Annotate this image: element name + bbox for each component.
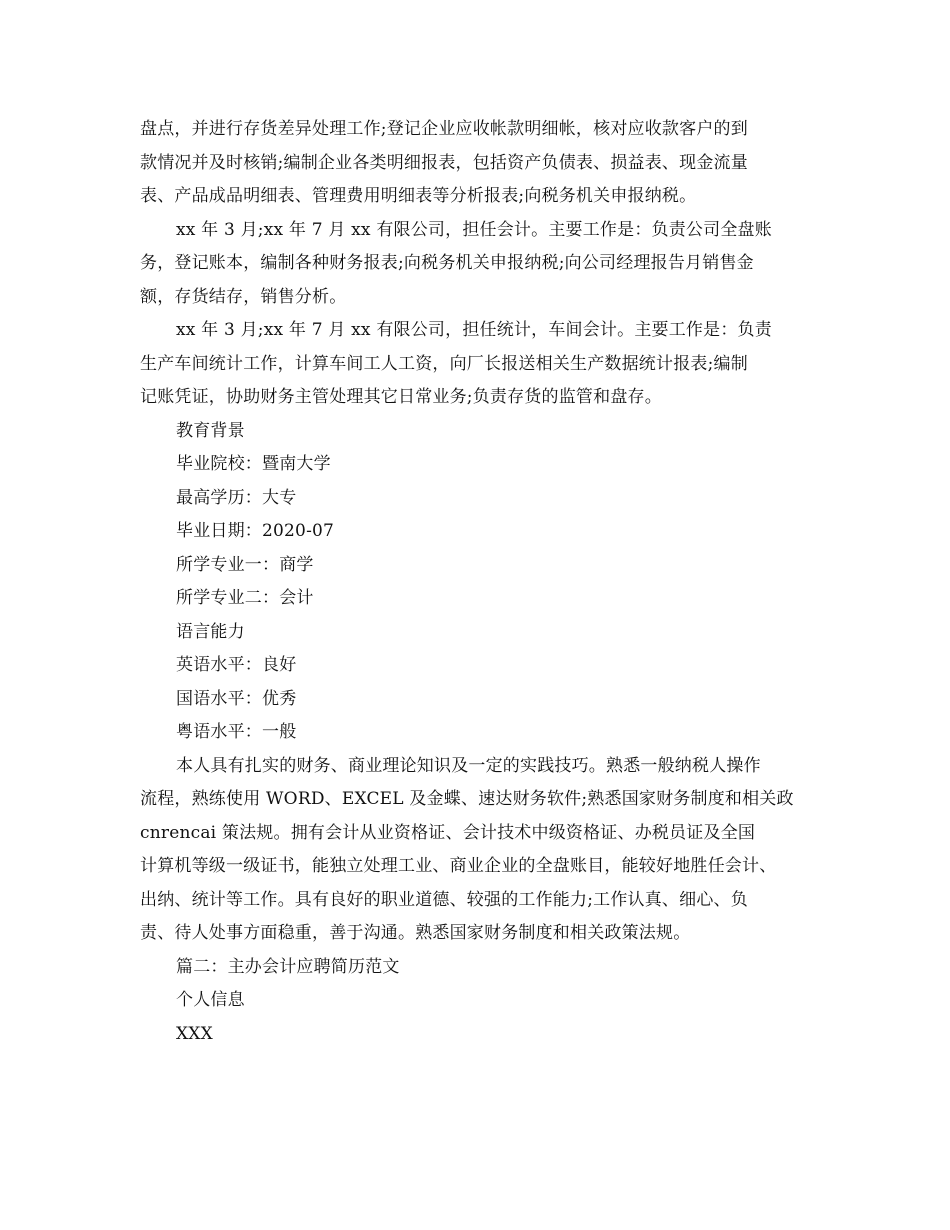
text-line: 流程，熟练使用 WORD、EXCEL 及金蝶、速达财务软件;熟悉国家财务制度和相关政 [140, 789, 794, 809]
text-line: 出纳、统计等工作。具有良好的职业道德、较强的工作能力;工作认真、细心、负 [140, 889, 748, 910]
major-two: 所学专业二：会计 [176, 588, 314, 608]
english-level: 英语水平：良好 [176, 655, 297, 675]
section-heading-language: 语言能力 [176, 621, 245, 642]
article-two-title: 篇二：主办会计应聘简历范文 [176, 956, 400, 977]
text-line: xx 年 3 月;xx 年 7 月 xx 有限公司，担任统计，车间会计。主要工作是：负责 [176, 320, 772, 340]
graduation-date: 毕业日期：2020-07 [176, 521, 335, 541]
highest-degree: 最高学历：大专 [176, 487, 297, 508]
cantonese-level: 粤语水平：一般 [176, 722, 297, 742]
text-line: 本人具有扎实的财务、商业理论知识及一定的实践技巧。熟悉一般纳税人操作 [176, 755, 761, 776]
text-line: 生产车间统计工作，计算车间工人工资，向厂长报送相关生产数据统计报表;编制 [140, 353, 748, 374]
text-line: 款情况并及时核销;编制企业各类明细报表，包括资产负债表、损益表、现金流量 [140, 152, 748, 173]
text-line: 务，登记账本，编制各种财务报表;向税务机关申报纳税;向公司经理报告月销售金 [140, 253, 754, 273]
text-line: xx 年 3 月;xx 年 7 月 xx 有限公司，担任会计。主要工作是：负责公司全盘账 [176, 219, 772, 240]
document-body [140, 113, 815, 1051]
text-line: 责、待人处事方面稳重，善于沟通。熟悉国家财务制度和相关政策法规。 [140, 923, 691, 943]
text-line: cnrencai 策法规。拥有会计从业资格证、会计技术中级资格证、办税员证及全国 [140, 822, 756, 843]
mandarin-level: 国语水平：优秀 [176, 688, 297, 709]
text-line: 盘点，并进行存货差异处理工作;登记企业应收帐款明细帐，核对应收款客户的到 [140, 119, 748, 139]
section-heading-personal-info: 个人信息 [176, 990, 245, 1010]
graduated-school: 毕业院校：暨南大学 [176, 454, 331, 474]
text-line: 计算机等级一级证书，能独立处理工业、商业企业的全盘账目，能较好地胜任会计、 [140, 856, 777, 876]
major-one: 所学专业一：商学 [176, 554, 314, 575]
text-line: 表、产品成品明细表、管理费用明细表等分析报表;向税务机关申报纳税。 [140, 186, 697, 206]
section-heading-education: 教育背景 [176, 420, 245, 441]
text-line: 额，存货结存，销售分析。 [140, 286, 347, 307]
text-line: 记账凭证，协助财务主管处理其它日常业务;负责存货的监管和盘存。 [140, 387, 662, 407]
person-name: XXX [176, 1023, 213, 1044]
